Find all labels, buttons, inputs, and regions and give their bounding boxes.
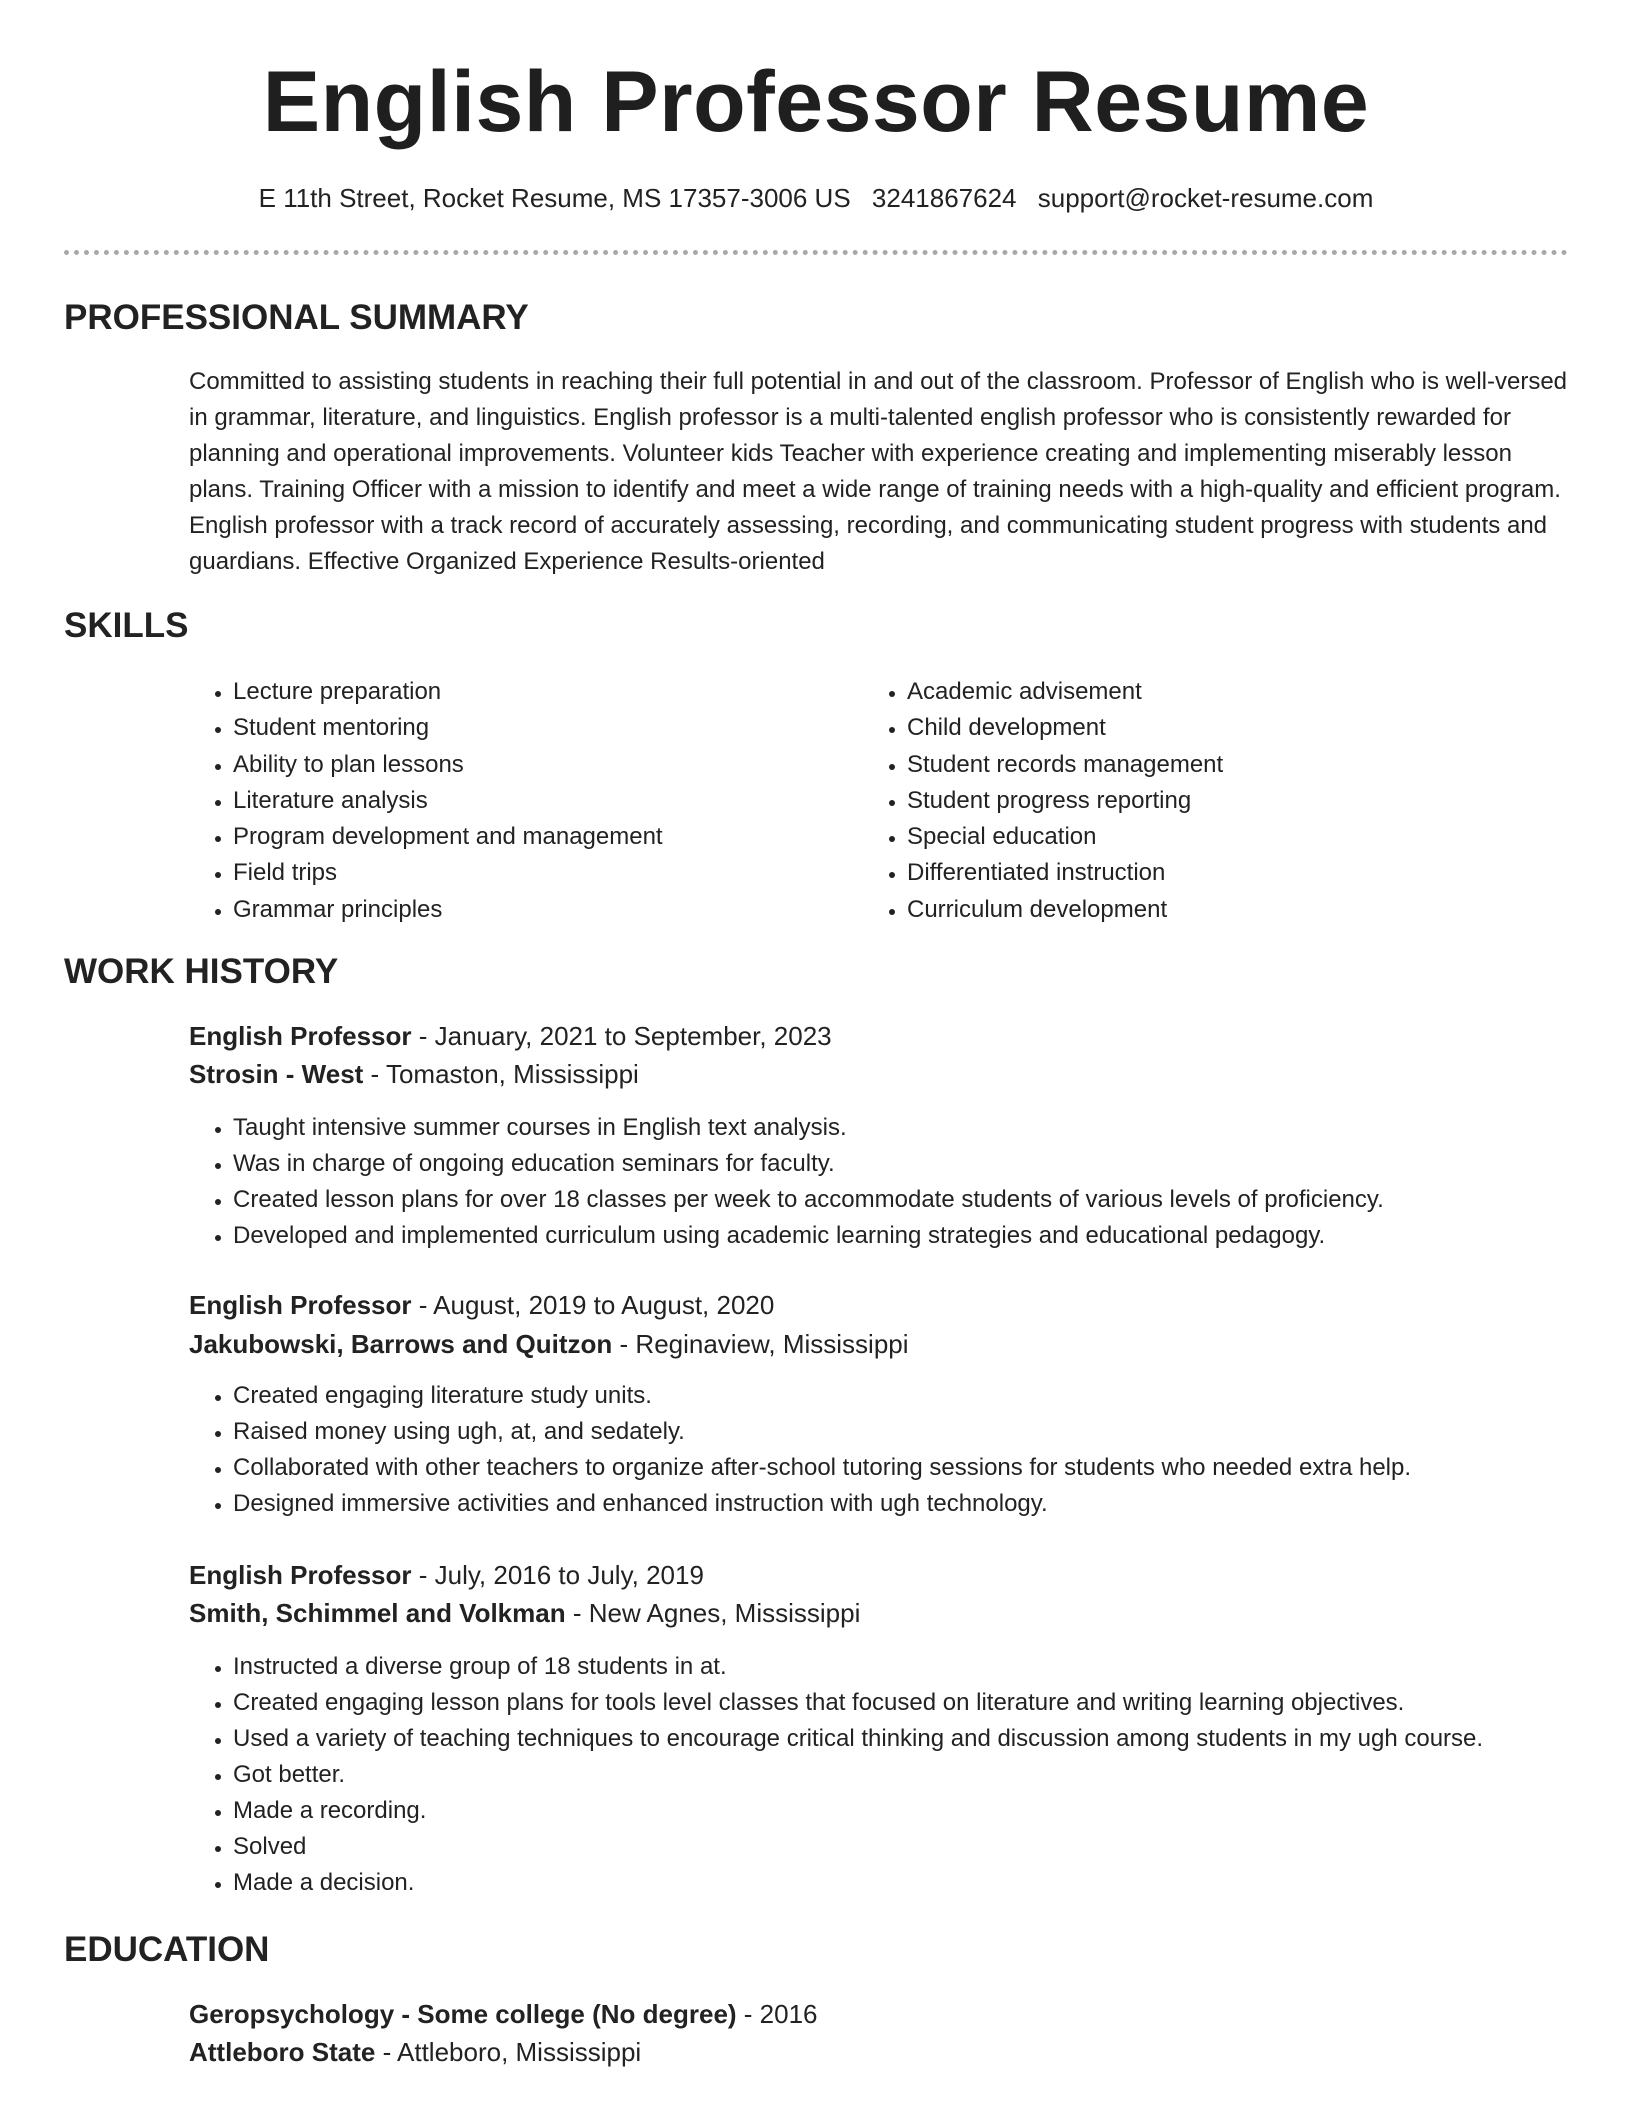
job-bullet: • Made a recording. bbox=[233, 1793, 1613, 1829]
job-bullet: • Created engaging lesson plans for tools level classes that focused on literature and writing learning objectives. bbox=[233, 1685, 1613, 1721]
job-bullet: • Raised money using ugh, at, and sedately. bbox=[233, 1414, 1613, 1450]
job-bullet: • Used a variety of teaching techniques to encourage critical thinking and discussion among students in my ugh course. bbox=[233, 1721, 1613, 1757]
job-title-line bbox=[189, 1018, 832, 1054]
job-title-line bbox=[189, 1287, 774, 1323]
job-bullet: • Created lesson plans for over 18 classes per week to accommodate students of various levels of proficiency. bbox=[233, 1182, 1613, 1218]
job-company-line bbox=[189, 1595, 860, 1631]
skills-heading: SKILLS bbox=[64, 606, 189, 645]
education-school-line bbox=[189, 2034, 641, 2070]
job-company-line bbox=[189, 1056, 639, 1092]
job-bullet: • Instructed a diverse group of 18 students in at. bbox=[233, 1649, 1613, 1685]
skill-item: • Academic advisement bbox=[907, 674, 1223, 710]
education-heading: EDUCATION bbox=[64, 1930, 270, 1969]
job-location: - Tomaston, Mississippi bbox=[363, 1059, 639, 1089]
skills-list-left bbox=[189, 674, 663, 928]
job-bullet: • Was in charge of ongoing education seminars for faculty. bbox=[233, 1146, 1613, 1182]
education-location: - Attleboro, Mississippi bbox=[375, 2037, 642, 2067]
skill-item: • Differentiated instruction bbox=[907, 855, 1223, 891]
job-bullets bbox=[189, 1649, 1613, 1901]
job-bullet: • Solved bbox=[233, 1829, 1613, 1865]
skill-item: • Grammar principles bbox=[233, 892, 663, 928]
job-company: Jakubowski, Barrows and Quitzon bbox=[189, 1329, 613, 1359]
job-dates: - August, 2019 to August, 2020 bbox=[411, 1290, 775, 1320]
job-location: - New Agnes, Mississippi bbox=[565, 1598, 861, 1628]
skill-item: • Student records management bbox=[907, 747, 1223, 783]
job-bullet: • Made a decision. bbox=[233, 1865, 1613, 1901]
education-degree: Geropsychology - Some college (No degree) bbox=[189, 1999, 737, 2029]
skill-item: • Child development bbox=[907, 710, 1223, 746]
job-bullet: • Got better. bbox=[233, 1757, 1613, 1793]
work-history-heading: WORK HISTORY bbox=[64, 952, 339, 991]
job-bullets bbox=[189, 1110, 1613, 1254]
skill-item: • Student mentoring bbox=[233, 710, 663, 746]
job-company: Strosin - West bbox=[189, 1059, 364, 1089]
summary-text: Committed to assisting students in reaching their full potential in and out of the classroom. Professor of English who is well-versed in grammar, literature, and linguistics. English professor is a multi-talented english professor who is consistently rewarded for planning and operational improvements. Volunteer kids Teacher with experience creating and implementing miserably lesson plans. Training Officer with a mission to identify and meet a wide range of training needs with a high-quality and efficient program. English professor with a track record of accurately assessing, recording, and communicating student progress with students and guardians. Effective Organized Experience Results-oriented bbox=[189, 368, 1568, 575]
skill-item: • Curriculum development bbox=[907, 892, 1223, 928]
job-bullet: • Created engaging literature study units. bbox=[233, 1378, 1613, 1414]
job-dates: - January, 2021 to September, 2023 bbox=[411, 1021, 832, 1051]
skill-item: • Student progress reporting bbox=[907, 783, 1223, 819]
job-title-line bbox=[189, 1557, 704, 1593]
education-school: Attleboro State bbox=[189, 2037, 376, 2067]
skill-item: • Ability to plan lessons bbox=[233, 747, 663, 783]
job-company: Smith, Schimmel and Volkman bbox=[189, 1598, 566, 1628]
job-location: - Reginaview, Mississippi bbox=[612, 1329, 909, 1359]
resume-title: English Professor Resume bbox=[262, 54, 1370, 150]
skill-item: • Literature analysis bbox=[233, 783, 663, 819]
contact-address: E 11th Street, Rocket Resume, MS 17357-3006 US bbox=[258, 183, 851, 213]
contact-line bbox=[0, 180, 1632, 216]
job-bullet: • Developed and implemented curriculum using academic learning strategies and educational pedagogy. bbox=[233, 1218, 1613, 1254]
job-bullets bbox=[189, 1378, 1613, 1522]
contact-email: support@rocket-resume.com bbox=[1037, 183, 1374, 213]
header-divider bbox=[64, 250, 1568, 255]
job-bullet: • Taught intensive summer courses in English text analysis. bbox=[233, 1110, 1613, 1146]
job-company-line bbox=[189, 1326, 909, 1362]
skills-list-right bbox=[863, 674, 1223, 928]
contact-phone: 3241867624 bbox=[871, 183, 1017, 213]
job-dates: - July, 2016 to July, 2019 bbox=[411, 1560, 704, 1590]
job-title: English Professor bbox=[189, 1560, 412, 1590]
education-degree-line bbox=[189, 1996, 818, 2032]
skill-item: • Field trips bbox=[233, 855, 663, 891]
job-title: English Professor bbox=[189, 1290, 412, 1320]
job-bullet: • Designed immersive activities and enhanced instruction with ugh technology. bbox=[233, 1486, 1613, 1522]
skill-item: • Special education bbox=[907, 819, 1223, 855]
summary-heading: PROFESSIONAL SUMMARY bbox=[64, 298, 529, 337]
education-year: - 2016 bbox=[736, 1999, 818, 2029]
job-title: English Professor bbox=[189, 1021, 412, 1051]
skill-item: • Program development and management bbox=[233, 819, 663, 855]
job-bullet: • Collaborated with other teachers to organize after-school tutoring sessions for students who needed extra help. bbox=[233, 1450, 1613, 1486]
skill-item: • Lecture preparation bbox=[233, 674, 663, 710]
